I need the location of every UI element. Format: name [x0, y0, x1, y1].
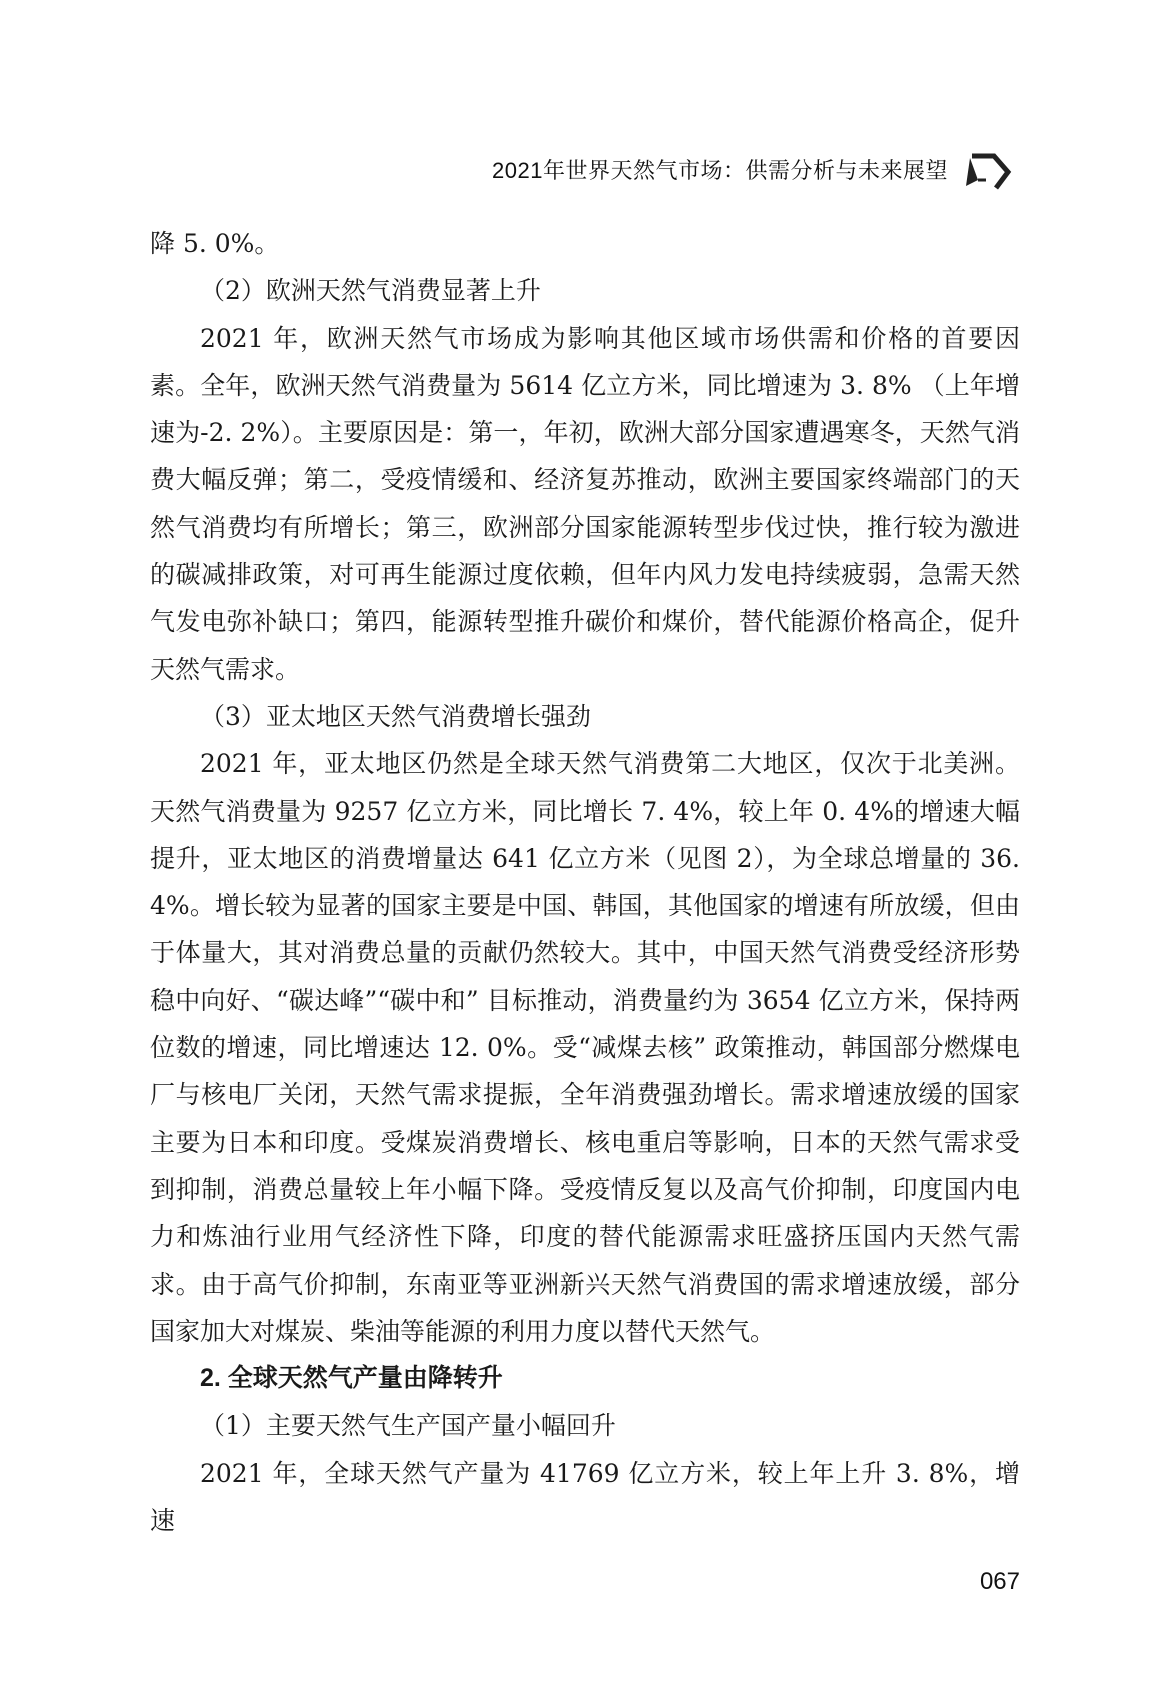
running-header	[150, 150, 1020, 190]
section-heading-production: 2. 全球天然气产量由降转升	[200, 1364, 503, 1393]
page-number: 067	[979, 1568, 1020, 1595]
paragraph-asia-pacific: 2021 年，亚太地区仍然是全球天然气消费第二大地区，仅次于北美洲。天然气消费量为 9257 亿立方米，同比增长 7. 4%，较上年 0. 4%的增速大幅提升，亚太地区的消费增量达 641 亿立方米（见图 2），为全球总增量的 36. 4%。增长较为显著的国家主要是中国、韩国，其他国家的增速有所放缓，但由于体量大，其对消费总量的贡献仍然较大。其中，中国天然气消费受经济形势稳中向好、“碳达峰”“碳中和” 目标推动，消费量约为 3654 亿立方米，保持两位数的增速，同比增速达 12. 0%。受“减煤去核” 政策推动，韩国部分燃煤电厂与核电厂关闭，天然气需求提振，全年消费强劲增长。需求增速放缓的国家主要为日本和印度。受煤炭消费增长、核电重启等影响，日本的天然气需求受到抑制，消费总量较上年小幅下降。受疫情反复以及高气价抑制，印度国内电力和炼油行业用气经济性下降，印度的替代能源需求旺盛挤压国内天然气需求。由于高气价抑制，东南亚等亚洲新兴天然气消费国的需求增速放缓，部分国家加大对煤炭、柴油等能源的利用力度以替代天然气。	[150, 749, 1020, 1346]
subheading-europe: （2）欧洲天然气消费显著上升	[200, 276, 541, 306]
paragraph-production: 2021 年，全球天然气产量为 41769 亿立方米，较上年上升 3. 8%，增速	[150, 1458, 1020, 1536]
paragraph-europe: 2021 年，欧洲天然气市场成为影响其他区域市场供需和价格的首要因素。全年，欧洲天然气消费量为 5614 亿立方米，同比增速为 3. 8% （上年增速为-2. 2%）。主要原因是：第一，年初，欧洲大部分国家遭遇寒冬，天然气消费大幅反弹；第二，受疫情缓和、经济复苏推动，欧洲主要国家终端部门的天然气消费均有所增长；第三，欧洲部分国家能源转型步伐过快，推行较为激进的碳减排政策，对可再生能源过度依赖，但年内风力发电持续疲弱，急需天然气发电弥补缺口；第四，能源转型推升碳价和煤价，替代能源价格高企，促升天然气需求。	[150, 323, 1020, 684]
subheading-asia-pacific: （3）亚太地区天然气消费增长强劲	[200, 701, 591, 731]
body-text	[150, 220, 1020, 1544]
subheading-producers: （1）主要天然气生产国产量小幅回升	[200, 1411, 616, 1441]
header-title: 2021年世界天然气市场：供需分析与未来展望	[492, 158, 948, 183]
paragraph-continuation: 降 5. 0%。	[150, 229, 280, 258]
chevron-arrow-logo-icon	[964, 150, 1020, 190]
